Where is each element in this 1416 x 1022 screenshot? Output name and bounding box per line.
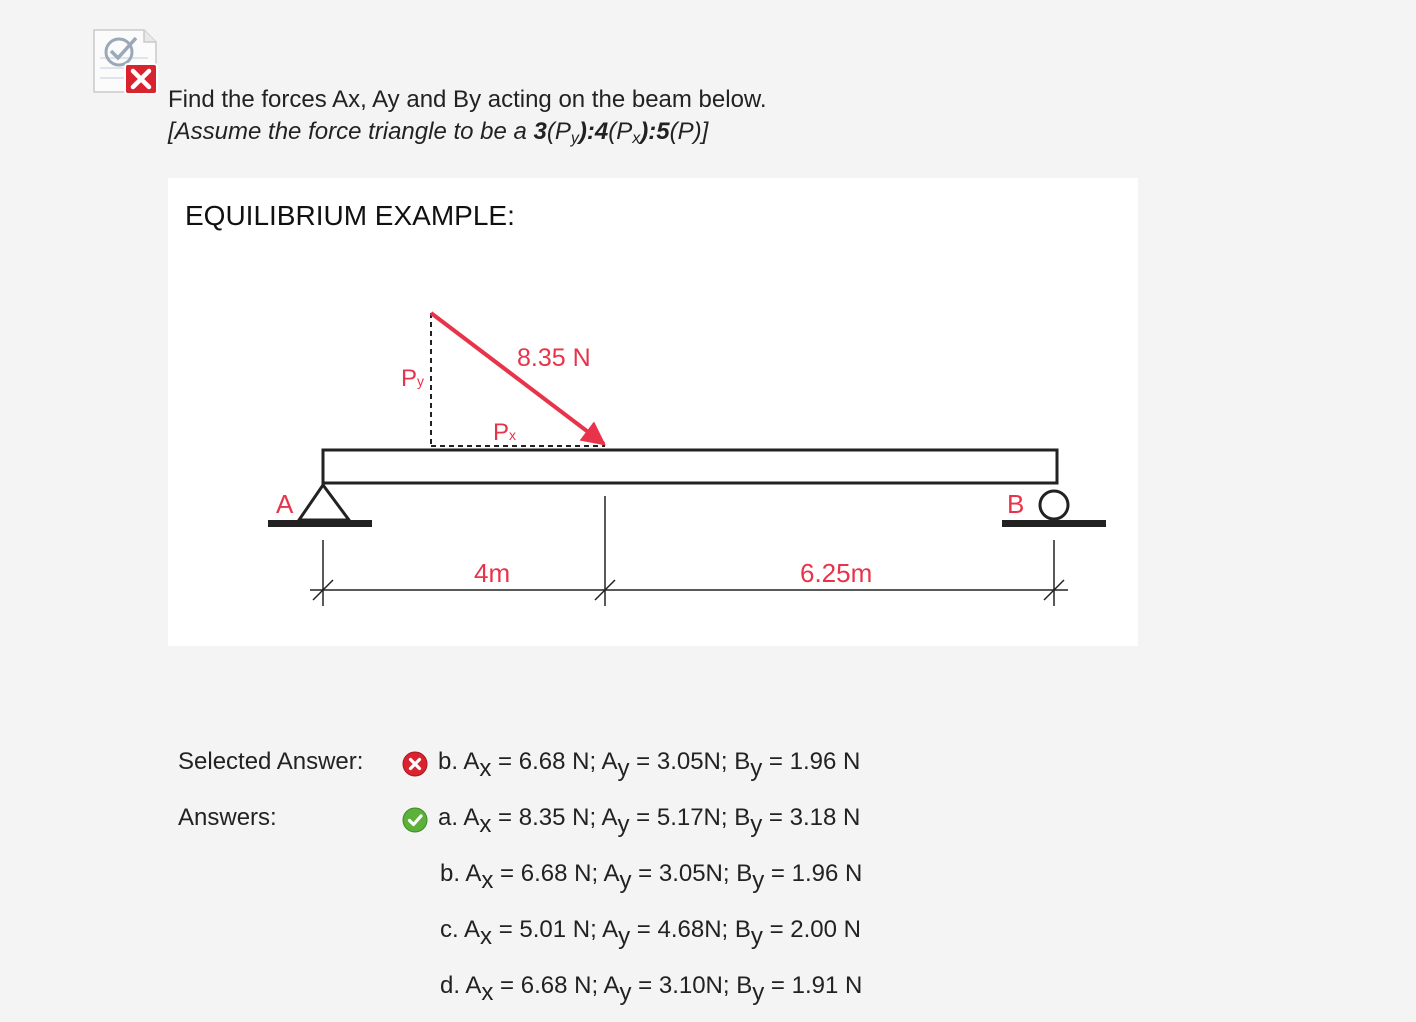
answer-option-c: c. $A_x = 5.01$ N; $A_y = 4.68N$; $B_y = 2.00$ N: [440, 916, 861, 950]
beam-figure: [168, 178, 1138, 646]
selected-answer: b. $A_x = 6.68$ N; $A_y = 3.05N$; $B_y = 1.96$ N: [438, 748, 861, 782]
figure-title: EQUILIBRIUM EXAMPLE:: [185, 200, 515, 231]
support-a-label: A: [276, 489, 294, 519]
question-assumption: [Assume the force triangle to be a $3(P_y):4(P_x):5(P)$]: [168, 118, 709, 147]
ground-b: [1002, 520, 1106, 527]
roller-support-b: [1040, 491, 1068, 519]
answers-label: Answers:: [178, 804, 277, 831]
answer-option-a: a. $A_x = 8.35$ N; $A_y = 5.17N$; $B_y = 3.18$ N: [438, 804, 861, 838]
answer-option-d: d. $A_x = 6.68$ N; $A_y = 3.10N$; $B_y = 1.91$ N: [440, 972, 863, 1006]
pin-support-a: [299, 485, 349, 520]
px-label: Px: [493, 419, 517, 446]
dimension-label-1: 4m: [474, 558, 511, 588]
force-label: 8.35 N: [517, 344, 591, 372]
force-arrow: [431, 313, 604, 444]
beam: [323, 450, 1057, 483]
incorrect-status-icon: [92, 28, 160, 96]
selected-answer-label: Selected Answer:: [178, 748, 364, 775]
dimension-label-2: 6.25m: [800, 558, 873, 588]
correct-icon: [402, 807, 428, 833]
support-b-label: B: [1007, 489, 1025, 519]
question-text: Find the forces Ax, Ay and By acting on the beam below.: [168, 86, 767, 113]
incorrect-icon: [402, 751, 428, 777]
ground-a: [268, 520, 372, 527]
py-label: Py: [401, 365, 425, 392]
answer-option-b: b. $A_x = 6.68$ N; $A_y = 3.05N$; $B_y = 1.96$ N: [440, 860, 863, 894]
beam-diagram: [168, 178, 1138, 646]
